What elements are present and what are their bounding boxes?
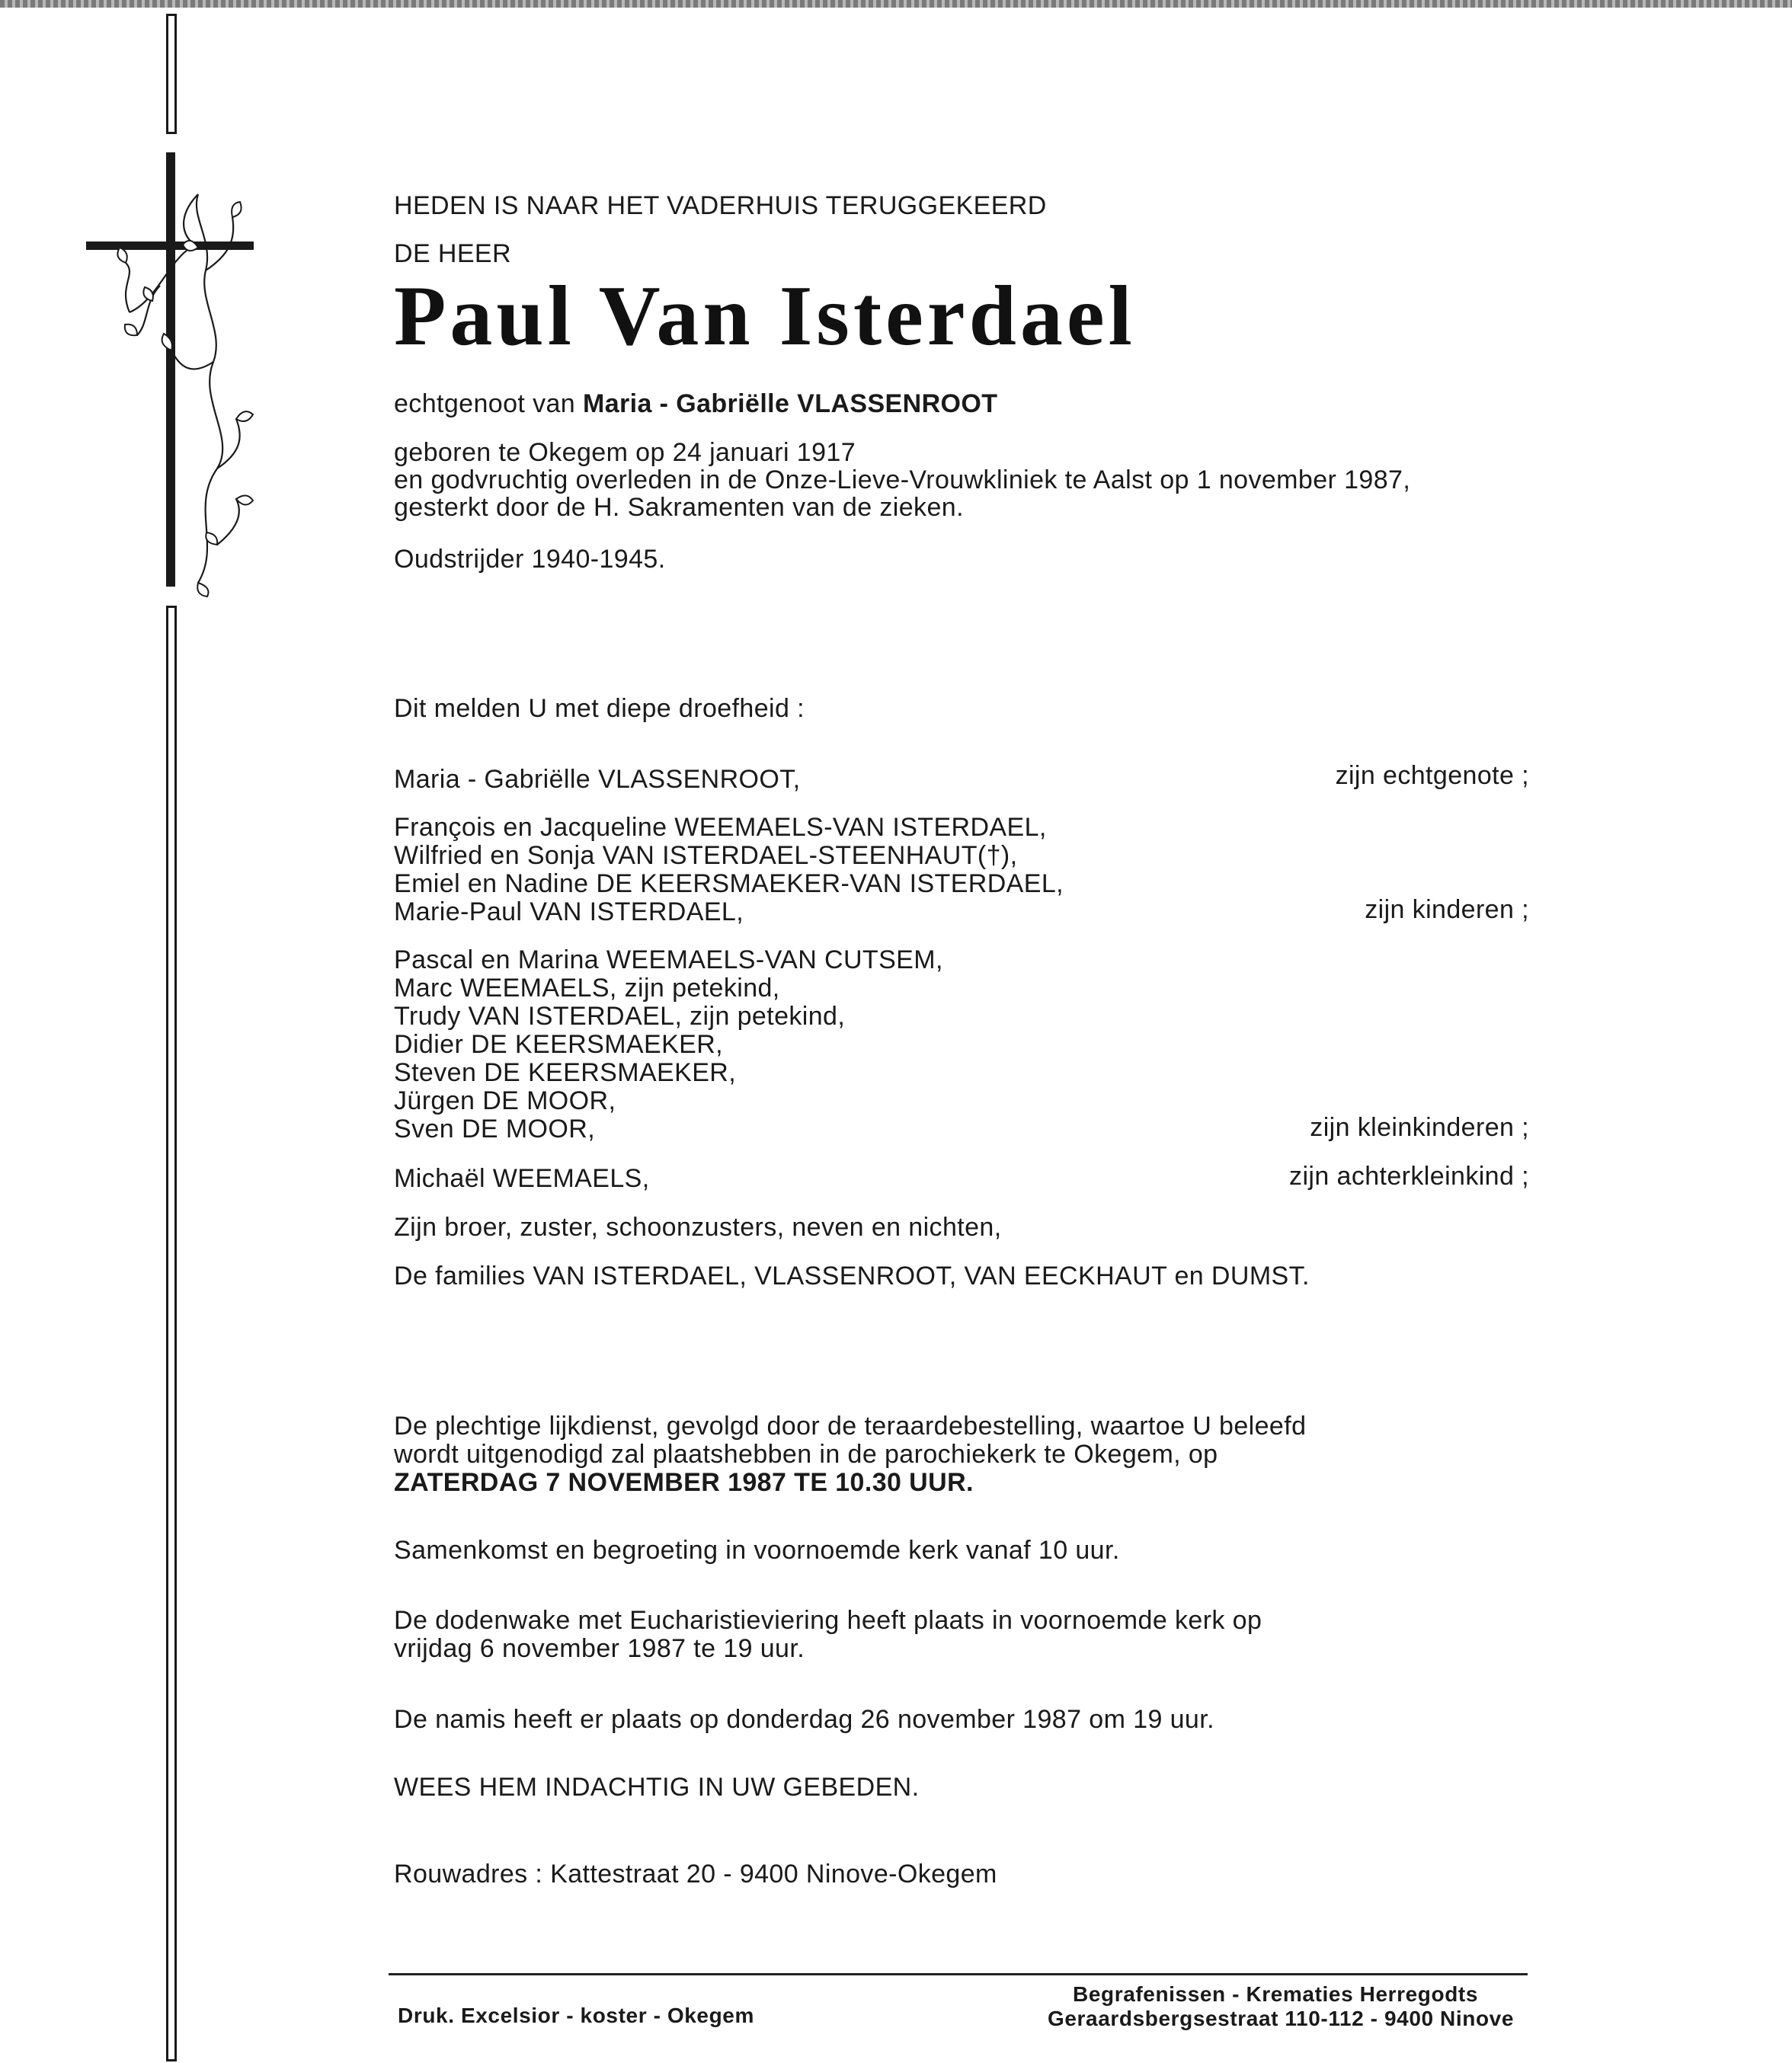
spouse-line bbox=[394, 389, 997, 419]
announcement-intro: Dit melden U met diepe droefheid : bbox=[394, 694, 805, 723]
family-name-line: Trudy VAN ISTERDAEL, zijn petekind, bbox=[394, 1002, 846, 1031]
spouse-prefix: echtgenoot van bbox=[394, 389, 576, 418]
death-line: en godvruchtig overleden in de Onze-Lieve-Vrouwkliniek te Aalst op 1 november 1987, bbox=[394, 465, 1411, 494]
gathering-line: Samenkomst en begroeting in voornoemde kerk vanaf 10 uur. bbox=[394, 1536, 1120, 1565]
footer-divider bbox=[389, 1973, 1528, 1975]
funeral-home-address: Geraardsbergsestraat 110-112 - 9400 Ninove bbox=[1048, 2007, 1514, 2030]
relatives-line: Zijn broer, zuster, schoonzusters, neven en nichten, bbox=[394, 1213, 1002, 1242]
relation-label-spouse: zijn echtgenote ; bbox=[1335, 761, 1529, 790]
funeral-service-line: wordt uitgenodigd zal plaatshebben in de parochiekerk te Okegem, op bbox=[394, 1440, 1218, 1469]
left-rule-top-segment bbox=[166, 14, 177, 134]
relation-label-children: zijn kinderen ; bbox=[1365, 895, 1529, 924]
left-rule-bottom-segment bbox=[166, 606, 177, 2061]
family-name-line: Marc WEEMAELS, zijn petekind, bbox=[394, 974, 780, 1003]
family-name-line: Sven DE MOOR, bbox=[394, 1115, 596, 1143]
mourning-address: Rouwadres : Kattestraat 20 - 9400 Ninove-Okegem bbox=[394, 1860, 997, 1889]
cross-with-vine-icon bbox=[84, 149, 259, 598]
relation-label-great-grandchild: zijn achterkleinkind ; bbox=[1289, 1162, 1529, 1191]
family-name-line: Maria - Gabriëlle VLASSENROOT, bbox=[394, 765, 801, 794]
wake-line: De dodenwake met Eucharistieviering heeft plaats in voornoemde kerk op bbox=[394, 1606, 1262, 1635]
funeral-date: ZATERDAG 7 NOVEMBER 1987 TE 10.30 UUR. bbox=[394, 1468, 974, 1497]
veteran-line: Oudstrijder 1940-1945. bbox=[394, 545, 666, 574]
prayer-line: WEES HEM INDACHTIG IN UW GEBEDEN. bbox=[394, 1773, 920, 1802]
announcement-heading: HEDEN IS NAAR HET VADERHUIS TERUGGEKEERD bbox=[394, 191, 1047, 220]
family-name-line: Steven DE KEERSMAEKER, bbox=[394, 1058, 737, 1087]
family-name-line: Jürgen DE MOOR, bbox=[394, 1086, 616, 1115]
family-name-line: François en Jacqueline WEEMAELS-VAN ISTERDAEL, bbox=[394, 813, 1047, 842]
families-line: De families VAN ISTERDAEL, VLASSENROOT, VAN EECKHAUT en DUMST. bbox=[394, 1262, 1310, 1291]
wake-line: vrijdag 6 november 1987 te 19 uur. bbox=[394, 1634, 805, 1663]
family-name-line: Michaël WEEMAELS, bbox=[394, 1164, 650, 1193]
funeral-service-line: De plechtige lijkdienst, gevolgd door de teraardebestelling, waartoe U beleefd bbox=[394, 1412, 1307, 1441]
relation-label-grandchildren: zijn kleinkinderen ; bbox=[1310, 1113, 1529, 1142]
namis-line: De namis heeft er plaats op donderdag 26 november 1987 om 19 uur. bbox=[394, 1705, 1214, 1734]
family-name-line: Emiel en Nadine DE KEERSMAEKER-VAN ISTERDAEL, bbox=[394, 869, 1064, 898]
birth-line: geboren te Okegem op 24 januari 1917 bbox=[394, 438, 856, 467]
sacraments-line: gesterkt door de H. Sakramenten van de zieken. bbox=[394, 493, 964, 522]
deceased-name: Paul Van Isterdael bbox=[394, 269, 1136, 363]
family-name-line: Marie-Paul VAN ISTERDAEL, bbox=[394, 897, 744, 926]
title-prefix: DE HEER bbox=[394, 239, 511, 268]
funeral-home-name: Begrafenissen - Krematies Herregodts bbox=[1073, 1982, 1478, 2006]
scan-top-edge bbox=[0, 0, 1792, 8]
family-name-line: Wilfried en Sonja VAN ISTERDAEL-STEENHAUT(†), bbox=[394, 841, 1018, 870]
family-name-line: Didier DE KEERSMAEKER, bbox=[394, 1030, 724, 1059]
family-name-line: Pascal en Marina WEEMAELS-VAN CUTSEM, bbox=[394, 945, 943, 974]
spouse-name: Maria - Gabriëlle VLASSENROOT bbox=[582, 389, 998, 418]
printer-credit: Druk. Excelsior - koster - Okegem bbox=[398, 2004, 754, 2027]
